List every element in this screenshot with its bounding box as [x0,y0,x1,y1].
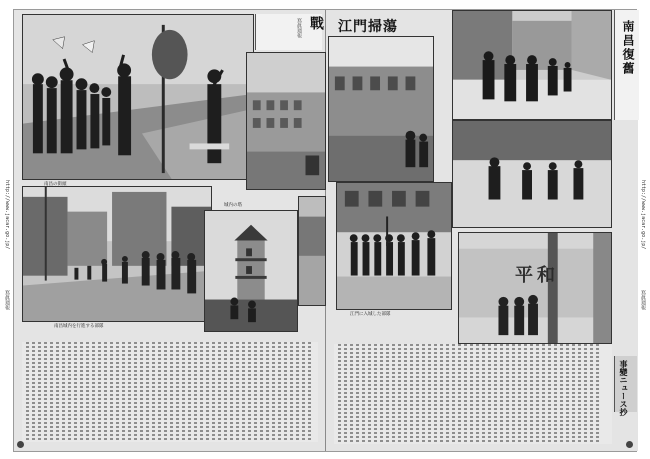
right-article-text [334,344,612,444]
buildings-photo [246,52,326,190]
street-activity-photo [452,120,612,228]
right-margin-label: 寫眞週報 [640,290,646,310]
left-article-text [22,342,318,442]
left-margin-url: http://www.jacar.go.jp/ [4,180,10,250]
left-margin-label: 寫眞週報 [4,290,10,310]
right-headline: 江門掃蕩 [338,19,398,35]
troops-row-photo [336,182,452,310]
right-title-vertical: 南昌復舊 [621,20,635,76]
street-corner-photo [298,196,326,306]
magazine-spread [13,9,637,452]
left-heading-title: 戰 [308,16,324,30]
crowd-cheering-photo [22,14,254,180]
right-page-folio [626,441,633,448]
left-page [14,10,326,451]
street-photo [328,36,434,182]
wall-sign-photo [458,232,612,344]
crowd-photo-caption: 南昌の街頭 [44,182,67,187]
procession-photo [452,10,612,120]
left-heading-label: 寫眞週報 [296,18,302,38]
pagoda-photo-caption: 城内の塔 [224,203,242,208]
troops-photo-caption: 南昌城内を行進する部隊 [54,324,104,329]
pagoda-photo [204,210,298,332]
wall-sign-text: 平和 [515,265,559,286]
right-margin-url: http://www.jacar.go.jp/ [640,180,646,250]
right-page [326,10,638,451]
troops-row-caption: 江門に入城した部隊 [350,312,391,317]
left-page-folio [17,441,24,448]
troops-marching-photo [22,186,212,322]
news-side-title: 事變ニュース抄 [619,360,629,416]
